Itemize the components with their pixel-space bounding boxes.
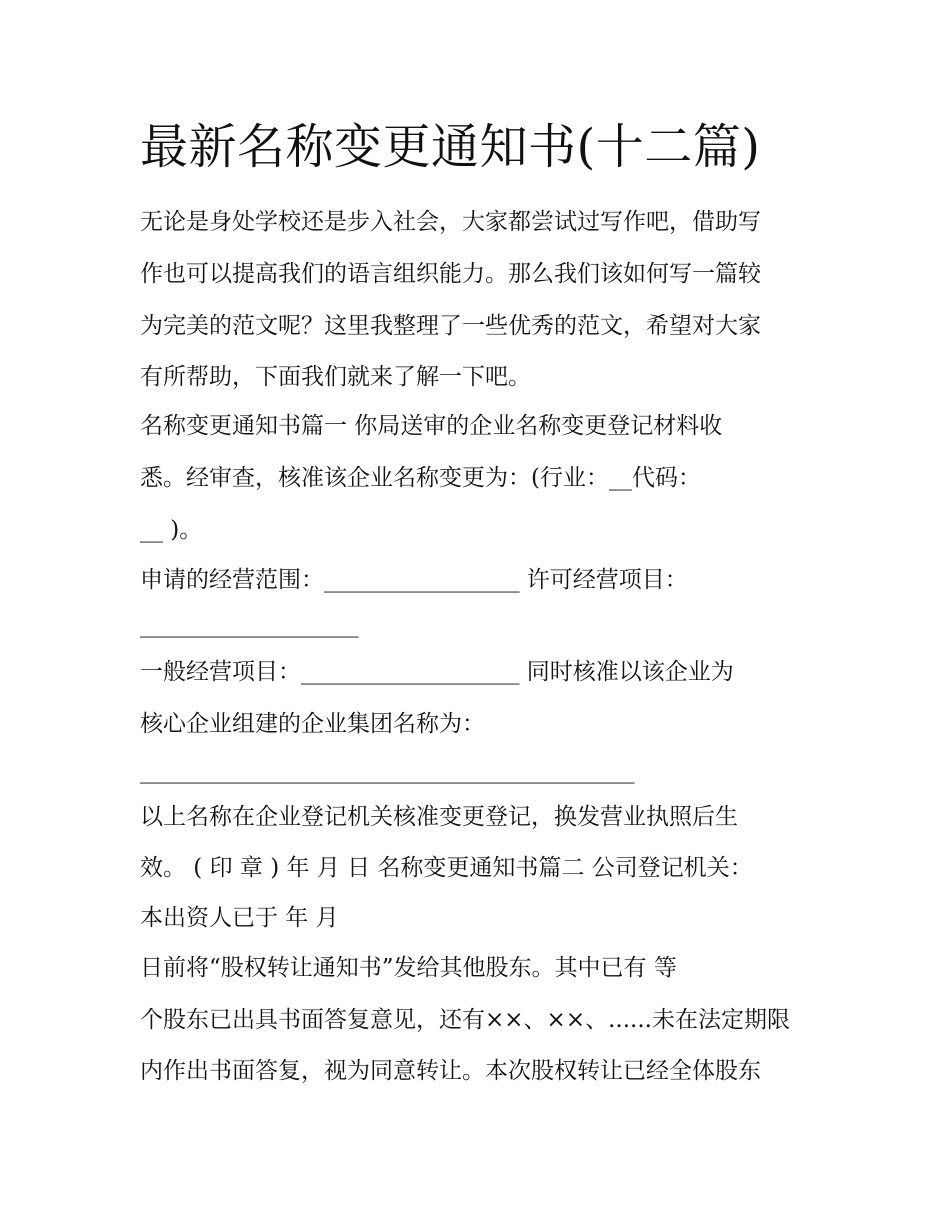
paragraph-line: 本出资人已于 年 月 [140, 905, 339, 931]
paragraph-line: 申请的经营范围：_________________ 许可经营项目： [140, 567, 688, 593]
paragraph-line: 核心企业组建的企业集团名称为： [140, 711, 485, 737]
paragraph-line: 内作出书面答复，视为同意转让。本次股权转让已经全体股东 [140, 1058, 761, 1084]
document-title: 最新名称变更通知书(十二篇) [140, 119, 761, 175]
paragraph-line: 个股东已出具书面答复意见，还有××、××、......未在法定期限 [140, 1007, 790, 1033]
paragraph-line: 效。 ( 印 章 ) 年 月 日 名称变更通知书篇二 公司登记机关： [140, 855, 753, 881]
paragraph-line: 名称变更通知书篇一 你局送审的企业名称变更登记材料收 [140, 413, 723, 439]
paragraph-line: 悉。经审查，核准该企业名称变更为：(行业：__代码： [140, 465, 701, 491]
paragraph-line: 日前将“股权转让通知书”发给其他股东。其中已有 等 [140, 955, 677, 981]
paragraph-line: 一般经营项目：___________________ 同时核准以该企业为 [140, 659, 734, 685]
paragraph-line: 以上名称在企业登记机关核准变更登记，换发营业执照后生 [140, 804, 738, 830]
paragraph-line: ___________________ [140, 612, 359, 638]
paragraph-line: 无论是身处学校还是步入社会，大家都尝试过写作吧，借助写 [140, 209, 761, 235]
paragraph-line: 为完美的范文呢？这里我整理了一些优秀的范文，希望对大家 [140, 313, 761, 339]
paragraph-line: 作也可以提高我们的语言组织能力。那么我们该如何写一篇较 [140, 261, 761, 287]
paragraph-line: ___________________________________________ [140, 758, 635, 784]
paragraph-line: 有所帮助，下面我们就来了解一下吧。 [140, 364, 531, 390]
paragraph-line: __ )。 [140, 517, 203, 543]
